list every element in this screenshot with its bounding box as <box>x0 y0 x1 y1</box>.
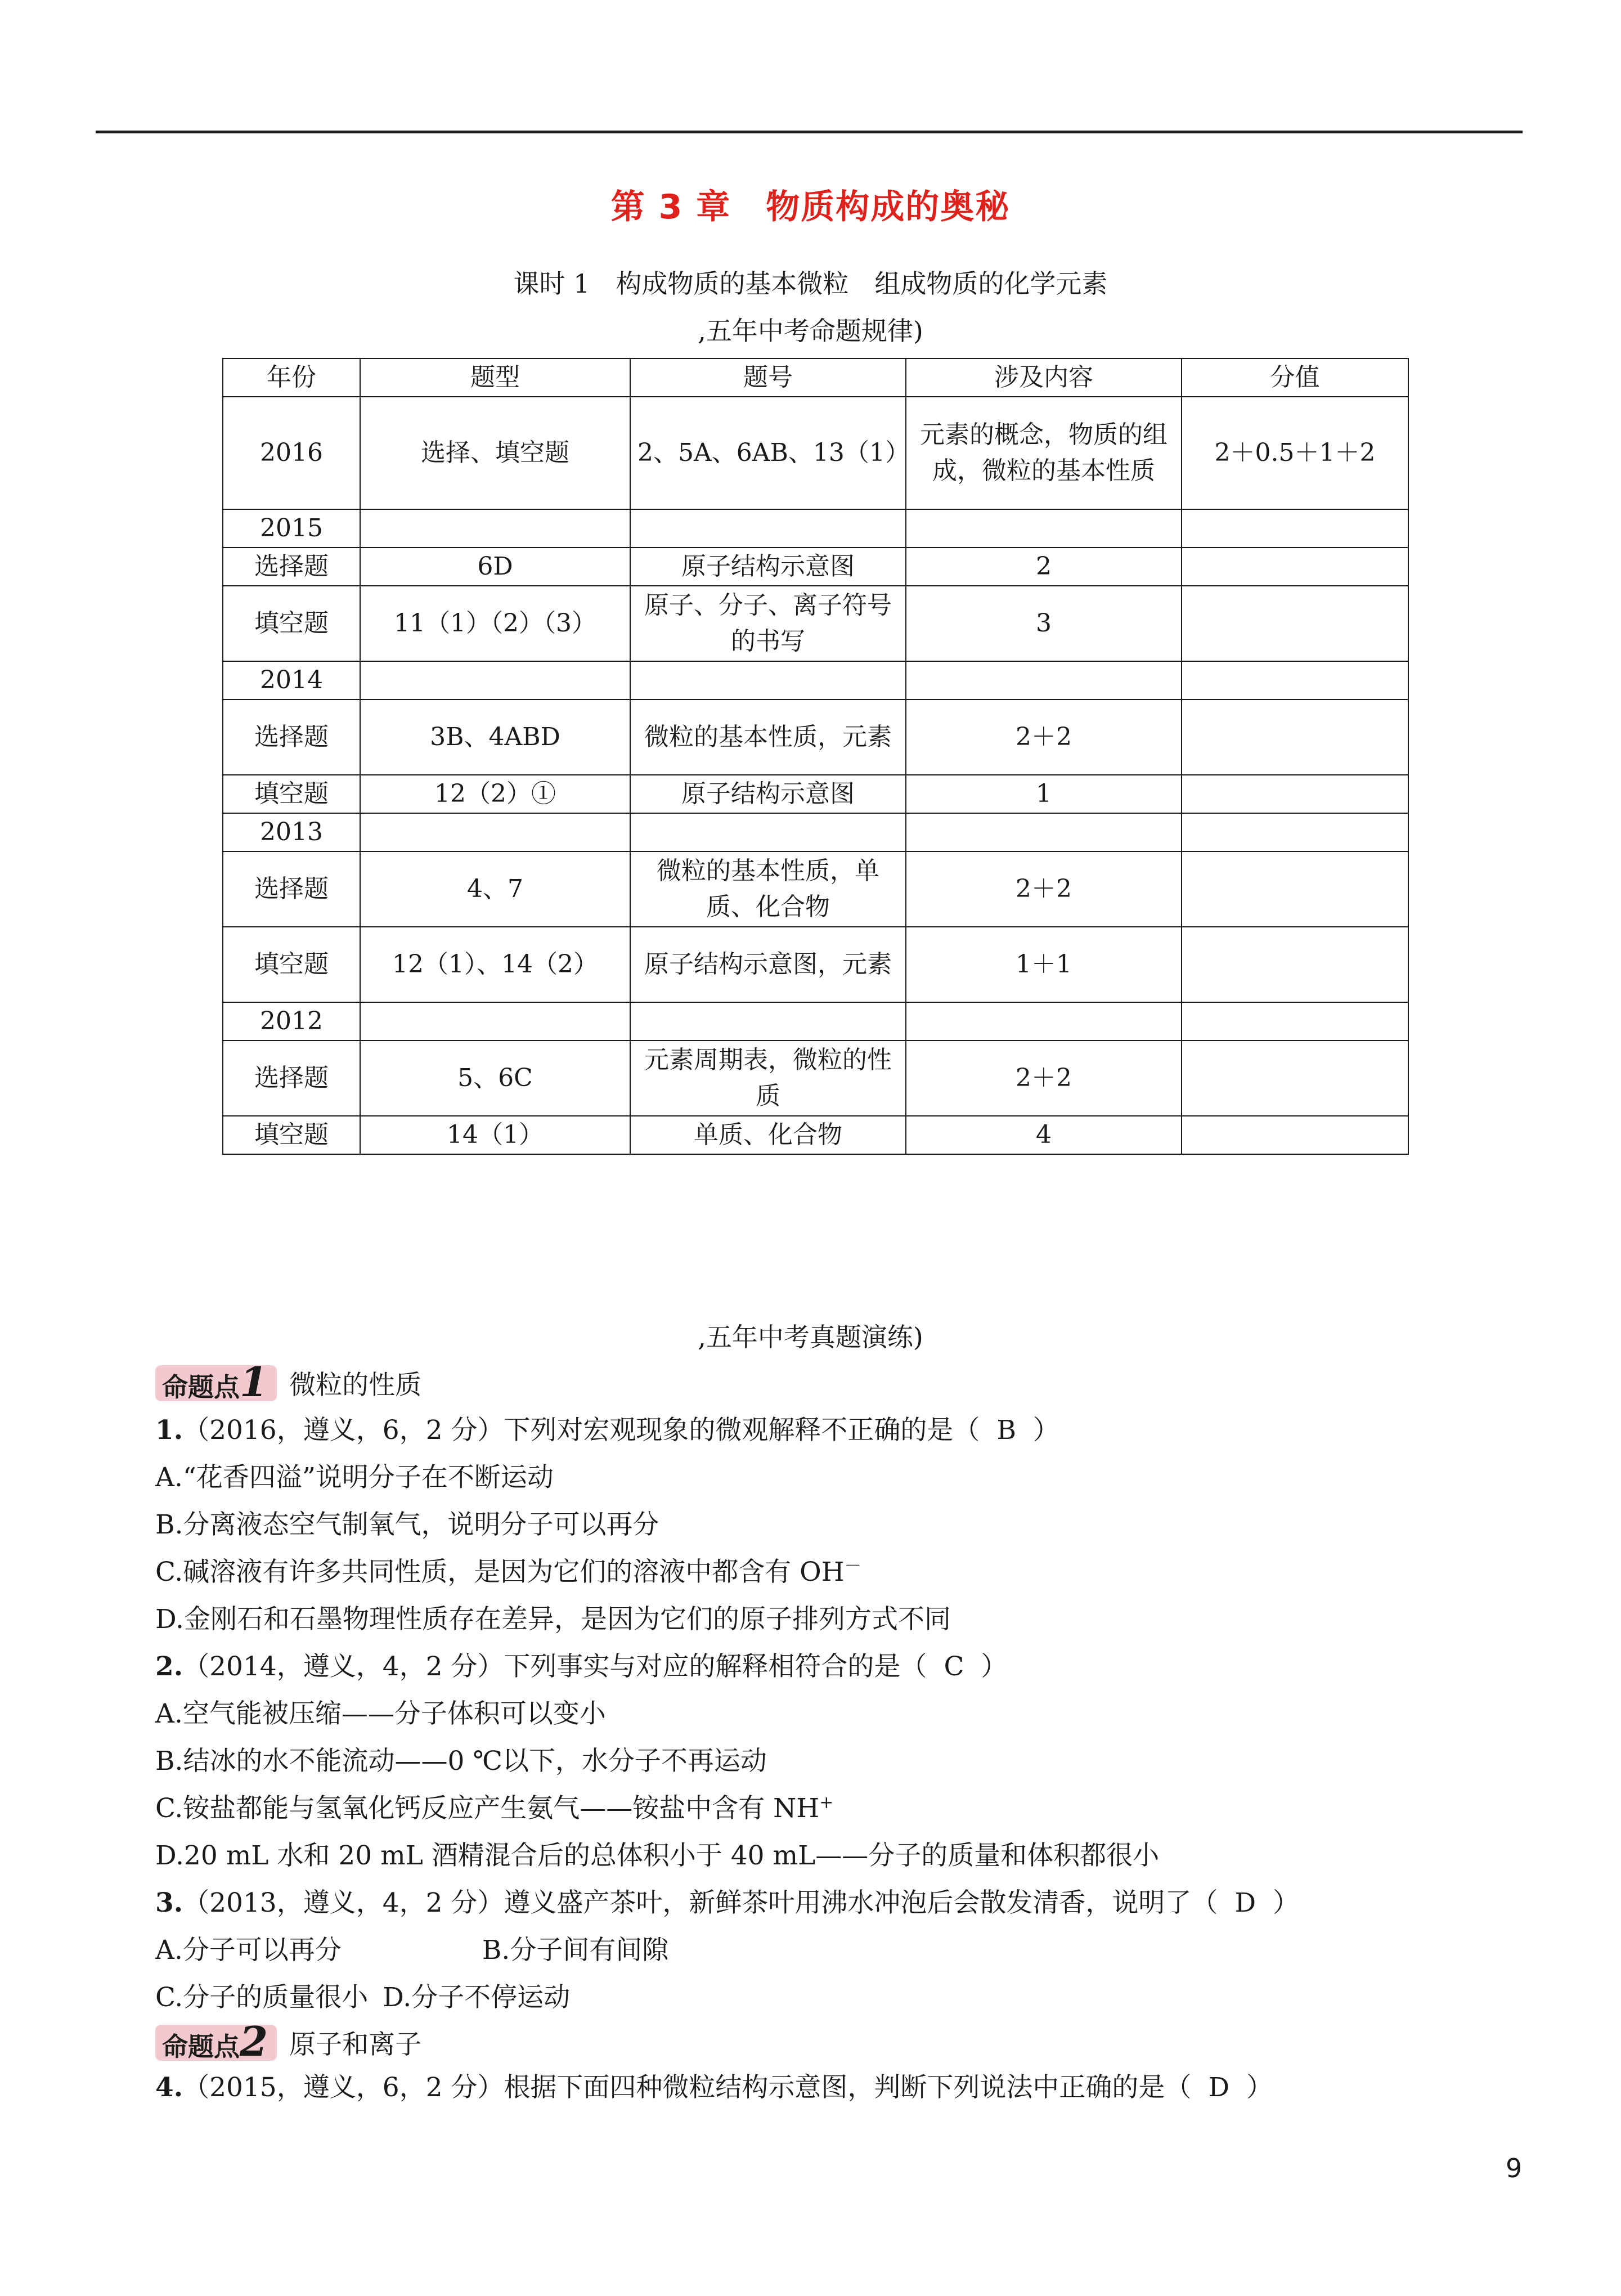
table-row <box>223 1041 1408 1116</box>
table-cell <box>630 509 906 548</box>
exam-rules-table <box>222 358 1409 1155</box>
badge-label: 命题点 <box>162 2031 240 2062</box>
table-cell <box>1182 813 1408 851</box>
topic-badge <box>155 2017 277 2065</box>
header-year: 年份 <box>223 358 360 397</box>
table-cell: 选择题 <box>223 1041 360 1116</box>
header-content: 涉及内容 <box>906 358 1182 397</box>
option: A.“花香四溢”说明分子在不断运动 <box>155 1462 554 1493</box>
table-cell: 单质、化合物 <box>630 1116 906 1154</box>
table-cell: 微粒的基本性质，单质、化合物 <box>630 851 906 927</box>
question-number: 3. <box>155 1887 183 1918</box>
option: B.分离液态空气制氧气，说明分子可以再分 <box>155 1509 659 1540</box>
topic-heading-2 <box>155 2017 422 2065</box>
table-cell <box>1182 1116 1408 1154</box>
topic-label: 微粒的性质 <box>289 1370 422 1401</box>
table-cell: 1 <box>906 775 1182 813</box>
table-cell: 选择、填空题 <box>360 397 630 509</box>
option: A.空气能被压缩——分子体积可以变小 <box>155 1698 606 1729</box>
table-row <box>223 509 1408 548</box>
option: D.20 mL 水和 20 mL 酒精混合后的总体积小于 40 mL——分子的质量和体积都很小 <box>155 1840 1160 1871</box>
table-cell <box>906 1002 1182 1041</box>
option-text: C.铵盐都能与氢氧化钙反应产生氨气——铵盐中含有 NH <box>155 1793 820 1824</box>
question-text: （2014，遵义，4，2 分）下列事实与对应的解释相符合的是（ <box>183 1651 927 1682</box>
table-cell: 2＋2 <box>906 699 1182 775</box>
table-cell: 2、5A、6AB、13（1） <box>630 397 906 509</box>
table-cell: 填空题 <box>223 586 360 661</box>
question-number: 4. <box>155 2072 183 2103</box>
table-cell: 1＋1 <box>906 927 1182 1002</box>
table-cell: 12（1）、14（2） <box>360 927 630 1002</box>
option: B.结冰的水不能流动——0 ℃以下，水分子不再运动 <box>155 1746 767 1777</box>
table-row <box>223 927 1408 1002</box>
option: C.分子的质量很小 <box>155 1982 369 2013</box>
ion-charge: － <box>844 1556 861 1576</box>
table-cell: 填空题 <box>223 927 360 1002</box>
option: D.分子不停运动 <box>383 1982 571 2013</box>
table-cell <box>1182 851 1408 927</box>
table-cell: 2 <box>906 548 1182 586</box>
answer: C <box>944 1651 964 1682</box>
table-cell: 选择题 <box>223 548 360 586</box>
table-row <box>223 775 1408 813</box>
table-cell: 2014 <box>223 661 360 699</box>
table-cell <box>1182 509 1408 548</box>
table-row <box>223 548 1408 586</box>
table-cell <box>360 509 630 548</box>
question-text: （2013，遵义，4，2 分）遵义盛产茶叶，新鲜茶叶用沸水冲泡后会散发清香，说明了（ <box>183 1887 1218 1918</box>
answer: B <box>996 1415 1016 1446</box>
table-cell: 11（1）（2）（3） <box>360 586 630 661</box>
table-cell <box>1182 927 1408 1002</box>
table-cell <box>360 661 630 699</box>
question-paren: ） <box>1246 2072 1273 2103</box>
badge-label: 命题点 <box>162 1371 240 1402</box>
table-cell: 选择题 <box>223 699 360 775</box>
table-cell: 2012 <box>223 1002 360 1041</box>
table-cell: 原子结构示意图 <box>630 775 906 813</box>
question-text: （2016，遵义，6，2 分）下列对宏观现象的微观解释不正确的是（ <box>183 1415 980 1446</box>
table-row <box>223 851 1408 927</box>
table-cell: 元素周期表，微粒的性质 <box>630 1041 906 1116</box>
question-paren: ） <box>1032 1415 1059 1446</box>
topic-heading-1 <box>155 1357 422 1406</box>
table-header-row <box>223 358 1408 397</box>
badge-number: 1 <box>240 1357 268 1406</box>
table-cell <box>630 661 906 699</box>
header-type: 题型 <box>360 358 630 397</box>
table-cell: 4、7 <box>360 851 630 927</box>
question-1-stem <box>155 1412 1059 1449</box>
table-cell: 2013 <box>223 813 360 851</box>
question-number: 1. <box>155 1415 183 1446</box>
table-cell <box>360 813 630 851</box>
table-cell <box>1182 1002 1408 1041</box>
option: B.分子间有间隙 <box>482 1935 669 1966</box>
badge-number: 2 <box>240 2017 268 2065</box>
question-paren: ） <box>1273 1887 1300 1918</box>
table-cell: 2016 <box>223 397 360 509</box>
topic-label: 原子和离子 <box>289 2029 422 2060</box>
answer: D <box>1208 2072 1230 2103</box>
table-cell: 2＋2 <box>906 851 1182 927</box>
table-cell <box>906 661 1182 699</box>
rules-section-title: ,五年中考命题规律) <box>698 316 923 346</box>
table-cell: 3 <box>906 586 1182 661</box>
table-cell: 微粒的基本性质，元素 <box>630 699 906 775</box>
table-cell: 4 <box>906 1116 1182 1154</box>
topic-badge <box>155 1357 277 1406</box>
question-text: （2015，遵义，6，2 分）根据下面四种微粒结构示意图，判断下列说法中正确的是（ <box>183 2072 1192 2103</box>
table-row <box>223 1002 1408 1041</box>
question-paren: ） <box>981 1651 1008 1682</box>
table-cell <box>1182 775 1408 813</box>
option <box>155 1554 861 1590</box>
table-cell: 6D <box>360 548 630 586</box>
table-cell <box>1182 586 1408 661</box>
chapter-title: 第 3 章 物质构成的奥秘 <box>610 187 1011 227</box>
question-number: 2. <box>155 1651 183 1682</box>
table-cell: 2＋2 <box>906 1041 1182 1116</box>
option-row <box>155 1932 668 1968</box>
table-cell: 选择题 <box>223 851 360 927</box>
table-cell <box>1182 548 1408 586</box>
table-cell: 3B、4ABD <box>360 699 630 775</box>
table-cell: 原子结构示意图 <box>630 548 906 586</box>
practice-section-title: ,五年中考真题演练) <box>698 1322 923 1352</box>
table-cell <box>630 813 906 851</box>
table-cell <box>906 509 1182 548</box>
header-number: 题号 <box>630 358 906 397</box>
table-cell <box>1182 661 1408 699</box>
table-cell <box>360 1002 630 1041</box>
option: A.分子可以再分 <box>155 1935 342 1966</box>
table-row <box>223 397 1408 509</box>
table-cell: 填空题 <box>223 775 360 813</box>
table-cell <box>1182 1041 1408 1116</box>
table-row <box>223 661 1408 699</box>
table-cell: 2＋0.5＋1＋2 <box>1182 397 1408 509</box>
table-cell: 12（2）① <box>360 775 630 813</box>
table-cell: 原子结构示意图，元素 <box>630 927 906 1002</box>
option <box>155 1791 833 1827</box>
table-cell: 填空题 <box>223 1116 360 1154</box>
lesson-title: 课时 1 构成物质的基本微粒 组成物质的化学元素 <box>513 268 1108 299</box>
table-cell <box>630 1002 906 1041</box>
table-cell: 元素的概念，物质的组成，微粒的基本性质 <box>906 397 1182 509</box>
option-text: C.碱溶液有许多共同性质，是因为它们的溶液中都含有 OH <box>155 1557 845 1588</box>
option: D.金刚石和石墨物理性质存在差异，是因为它们的原子排列方式不同 <box>155 1604 951 1635</box>
table-row <box>223 586 1408 661</box>
answer: D <box>1234 1887 1256 1918</box>
question-2-stem <box>155 1649 1007 1685</box>
option-row <box>155 1980 570 2016</box>
table-cell <box>1182 699 1408 775</box>
question-3-stem <box>155 1885 1299 1921</box>
table-cell: 2015 <box>223 509 360 548</box>
question-4-stem <box>155 2070 1273 2106</box>
table-cell: 5、6C <box>360 1041 630 1116</box>
table-row <box>223 813 1408 851</box>
table-cell: 14（1） <box>360 1116 630 1154</box>
table-row <box>223 699 1408 775</box>
header-score: 分值 <box>1182 358 1408 397</box>
page-number: 9 <box>1506 2153 1523 2183</box>
ion-charge: + <box>819 1792 834 1813</box>
header-rule <box>96 131 1523 133</box>
table-cell <box>906 813 1182 851</box>
table-row <box>223 1116 1408 1154</box>
table-cell: 原子、分子、离子符号的书写 <box>630 586 906 661</box>
